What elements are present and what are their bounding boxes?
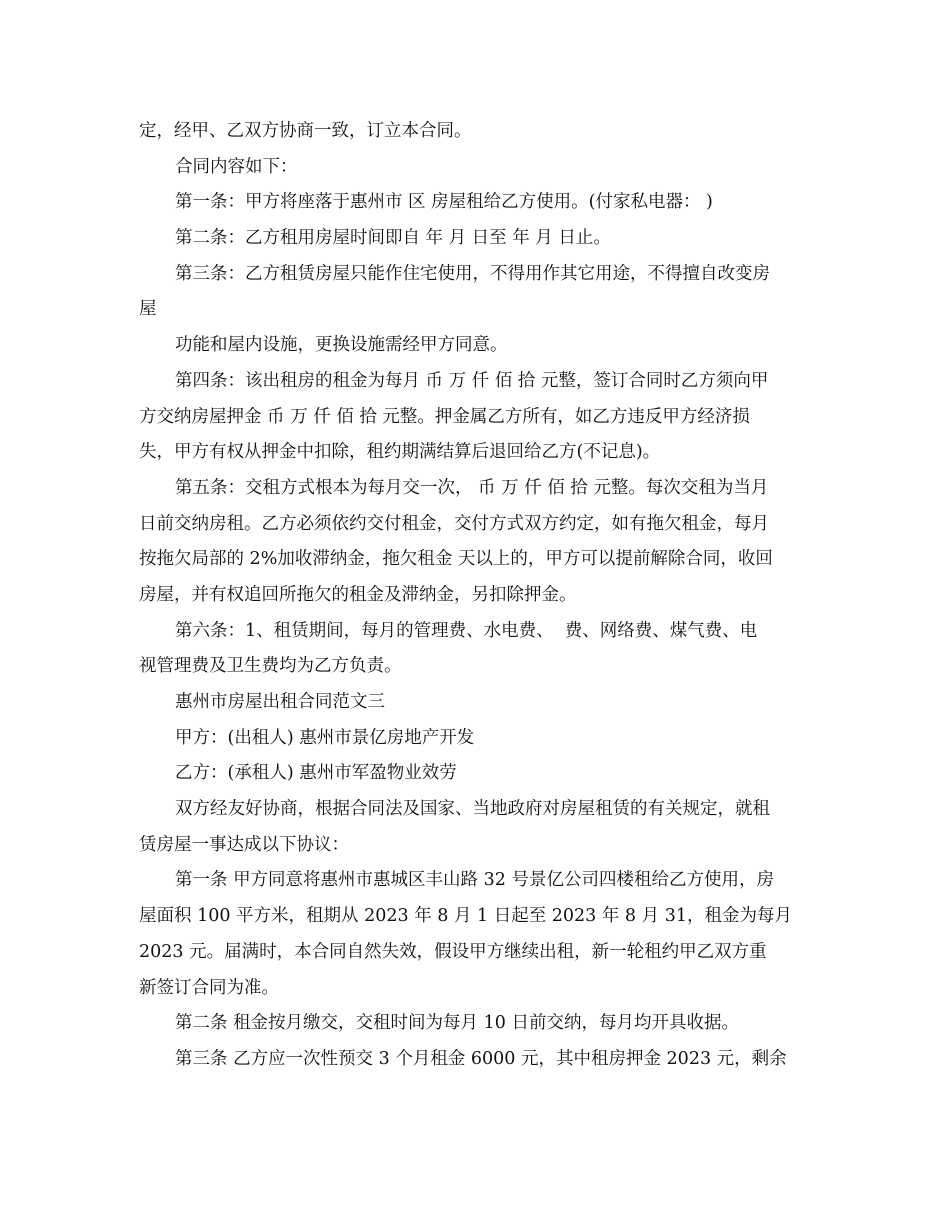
text-line: 第一条：甲方将座落于惠州市 区 房屋租给乙方使用。(付家私电器： )	[175, 192, 713, 213]
text-line: 视管理费及卫生费均为乙方负责。	[139, 656, 402, 677]
text-line: 惠州市房屋出租合同范文三	[175, 692, 385, 712]
text-line: 新签订合同为准。	[139, 977, 279, 998]
text-line: 屋	[139, 299, 157, 320]
text-line: 失，甲方有权从押金中扣除，租约期满结算后退回给乙方(不记息)。	[139, 442, 661, 463]
document-body	[139, 114, 819, 1078]
text-line: 定，经甲、乙双方协商一致，订立本合同。	[139, 121, 472, 141]
text-line: 2023 元。届满时，本合同自然失效，假设甲方继续出租，新一轮租约甲乙双方重	[139, 941, 767, 962]
text-line: 赁房屋一事达成以下协议：	[139, 834, 349, 855]
text-line: 房屋，并有权追回所拖欠的租金及滞纳金，另扣除押金。	[139, 584, 577, 605]
text-line: 第三条：乙方租赁房屋只能作住宅使用，不得用作其它用途，不得擅自改变房	[175, 263, 770, 284]
text-line: 双方经友好协商，根据合同法及国家、当地政府对房屋租赁的有关规定，就租	[175, 799, 770, 820]
text-line: 第四条：该出租房的租金为每月 币 万 仟 佰 拾 元整，签订合同时乙方须向甲	[175, 370, 769, 391]
text-line: 屋面积 100 平方米，租期从 2023 年 8 月 1 日起至 2023 年 8 月 31，租金为每月	[139, 906, 792, 927]
text-line: 第五条：交租方式根本为每月交一次， 币 万 仟 佰 拾 元整。每次交租为当月	[175, 477, 769, 498]
text-line: 第六条：1、租赁期间，每月的管理费、水电费、 费、网络费、煤气费、电	[175, 620, 758, 641]
text-line: 甲方：(出租人) 惠州市景亿房地产开发	[175, 727, 475, 748]
text-line: 乙方：(承租人) 惠州市军盈物业效劳	[175, 763, 457, 784]
text-line: 方交纳房屋押金 币 万 仟 佰 拾 元整。押金属乙方所有，如乙方违反甲方经济损	[139, 406, 750, 427]
text-line: 第一条 甲方同意将惠州市惠城区丰山路 32 号景亿公司四楼租给乙方使用，房	[175, 870, 774, 891]
text-line: 按拖欠局部的 2%加收滞纳金，拖欠租金 天以上的，甲方可以提前解除合同，收回	[139, 549, 773, 570]
text-line: 日前交纳房租。乙方必须依约交付租金，交付方式双方约定，如有拖欠租金，每月	[139, 513, 769, 534]
text-line: 第二条 租金按月缴交，交租时间为每月 10 日前交纳，每月均开具收据。	[175, 1013, 739, 1034]
text-line: 第三条 乙方应一次性预交 3 个月租金 6000 元，其中租房押金 2023 元，剩余	[175, 1048, 787, 1069]
text-line: 第二条：乙方租用房屋时间即自 年 月 日至 年 月 日止。	[175, 228, 611, 249]
text-line: 功能和屋内设施，更换设施需经甲方同意。	[175, 335, 508, 356]
text-line: 合同内容如下：	[175, 156, 298, 177]
